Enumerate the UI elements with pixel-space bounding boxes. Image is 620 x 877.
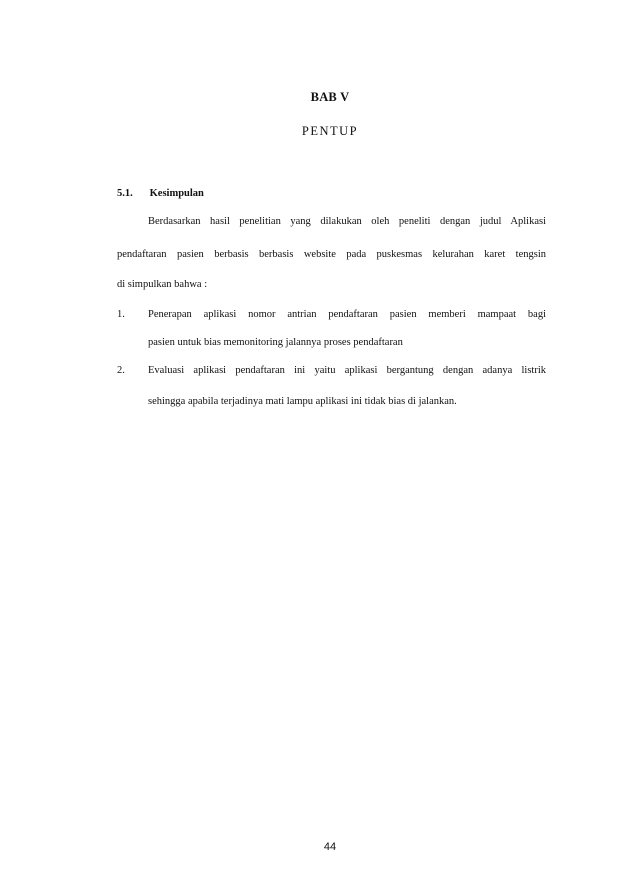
- page-number: 44: [323, 841, 337, 853]
- chapter-heading: PENTUP: [301, 124, 359, 138]
- paragraph-line: pendaftaran pasien berbasis berbasis website pada puskesmas kelurahan karet tengsin: [117, 249, 546, 260]
- section-number: 5.1.: [117, 188, 133, 199]
- chapter-title: BAB V: [310, 90, 350, 104]
- list-item-line: Evaluasi aplikasi pendaftaran ini yaitu aplikasi bergantung dengan adanya listrik: [148, 365, 546, 376]
- list-item-line: pasien untuk bias memonitoring jalannya proses pendaftaran: [148, 337, 403, 348]
- list-item-number: 1.: [117, 309, 125, 320]
- list-item-number: 2.: [117, 365, 125, 376]
- paragraph-line: di simpulkan bahwa :: [117, 279, 208, 290]
- section-title: Kesimpulan: [149, 188, 204, 199]
- list-item-line: sehingga apabila terjadinya mati lampu aplikasi ini tidak bias di jalankan.: [148, 396, 457, 407]
- list-item-line: Penerapan aplikasi nomor antrian pendaftaran pasien memberi mampaat bagi: [148, 309, 546, 320]
- paragraph-line: Berdasarkan hasil penelitian yang dilakukan oleh peneliti dengan judul Aplikasi: [148, 216, 546, 227]
- section-heading: [117, 188, 204, 199]
